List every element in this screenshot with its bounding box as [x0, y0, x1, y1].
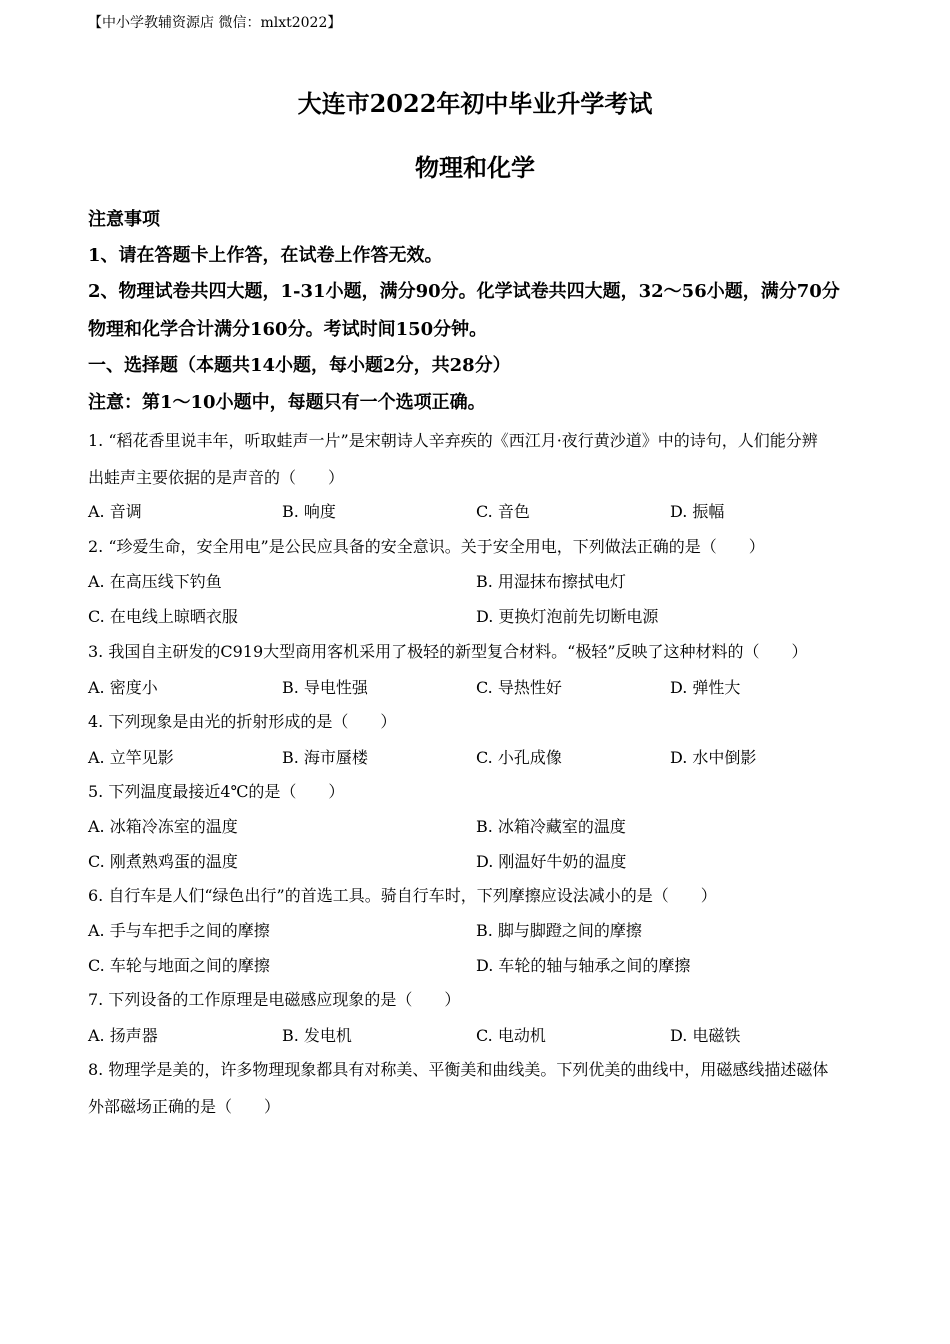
q1-option-c: C. 音色	[476, 502, 530, 521]
q4-option-d: D. 水中倒影	[670, 748, 757, 767]
question-7-text: 7. 下列设备的工作原理是电磁感应现象的是（ ）	[88, 990, 461, 1009]
q5-option-c: C. 刚煮熟鸡蛋的温度	[88, 852, 238, 871]
q6-option-a: A. 手与车把手之间的摩擦	[88, 921, 270, 940]
q5-option-d: D. 刚温好牛奶的温度	[476, 852, 627, 871]
q6-option-c: C. 车轮与地面之间的摩擦	[88, 956, 270, 975]
q2-option-d: D. 更换灯泡前先切断电源	[476, 607, 659, 626]
question-2-text: 2. “珍爱生命，安全用电”是公民应具备的安全意识。关于安全用电，下列做法正确的是（ ）	[88, 537, 765, 556]
question-1-text-cont: 出蛙声主要依据的是声音的（ ）	[88, 468, 345, 487]
section-heading: 一、选择题（本题共14小题，每小题2分，共28分）	[88, 355, 511, 376]
page-header: 【中小学教辅资源店 微信：mlxt2022】	[88, 15, 342, 31]
question-1-text: 1. “稻花香里说丰年，听取蛙声一片”是宋朝诗人辛弃疾的《西江月·夜行黄沙道》中的诗句，人们能分辨	[88, 431, 818, 450]
notice-item-2-cont: 物理和化学合计满分160分。考试时间150分钟。	[88, 319, 488, 340]
question-4-text: 4. 下列现象是由光的折射形成的是（ ）	[88, 712, 397, 731]
q3-option-a: A. 密度小	[88, 678, 158, 697]
notice-item-1: 1、请在答题卡上作答，在试卷上作答无效。	[88, 245, 443, 266]
q4-option-c: C. 小孔成像	[476, 748, 562, 767]
q4-option-a: A. 立竿见影	[88, 748, 174, 767]
question-6-text: 6. 自行车是人们“绿色出行”的首选工具。骑自行车时，下列摩擦应设法减小的是（ ）	[88, 886, 717, 905]
q5-option-a: A. 冰箱冷冻室的温度	[88, 817, 238, 836]
q2-option-b: B. 用湿抹布擦拭电灯	[476, 572, 626, 591]
q1-option-b: B. 响度	[282, 502, 336, 521]
q7-option-a: A. 扬声器	[88, 1026, 158, 1045]
q2-option-c: C. 在电线上晾晒衣服	[88, 607, 238, 626]
notice-heading: 注意事项	[88, 209, 160, 230]
notice-item-2: 2、物理试卷共四大题，1-31小题，满分90分。化学试卷共四大题，32～56小题，满分70分	[88, 281, 840, 302]
q3-option-b: B. 导电性强	[282, 678, 368, 697]
q6-option-b: B. 脚与脚蹬之间的摩擦	[476, 921, 642, 940]
question-5-text: 5. 下列温度最接近4℃的是（ ）	[88, 782, 345, 801]
exam-title: 大连市2022年初中毕业升学考试	[297, 89, 653, 118]
q7-option-c: C. 电动机	[476, 1026, 546, 1045]
q1-option-a: A. 音调	[88, 502, 142, 521]
q2-option-a: A. 在高压线下钓鱼	[88, 572, 222, 591]
q6-option-d: D. 车轮的轴与轴承之间的摩擦	[476, 956, 691, 975]
exam-subtitle: 物理和化学	[415, 153, 535, 182]
q7-option-b: B. 发电机	[282, 1026, 352, 1045]
q7-option-d: D. 电磁铁	[670, 1026, 741, 1045]
question-8-text-cont: 外部磁场正确的是（ ）	[88, 1097, 281, 1116]
question-8-text: 8. 物理学是美的，许多物理现象都具有对称美、平衡美和曲线美。下列优美的曲线中，用磁感线描述磁体	[88, 1060, 829, 1079]
q1-option-d: D. 振幅	[670, 502, 725, 521]
q4-option-b: B. 海市蜃楼	[282, 748, 368, 767]
q5-option-b: B. 冰箱冷藏室的温度	[476, 817, 626, 836]
section-note: 注意：第1～10小题中，每题只有一个选项正确。	[88, 392, 486, 413]
q3-option-c: C. 导热性好	[476, 678, 562, 697]
question-3-text: 3. 我国自主研发的C919大型商用客机采用了极轻的新型复合材料。“极轻”反映了这种材料的（ ）	[88, 642, 808, 661]
q3-option-d: D. 弹性大	[670, 678, 741, 697]
